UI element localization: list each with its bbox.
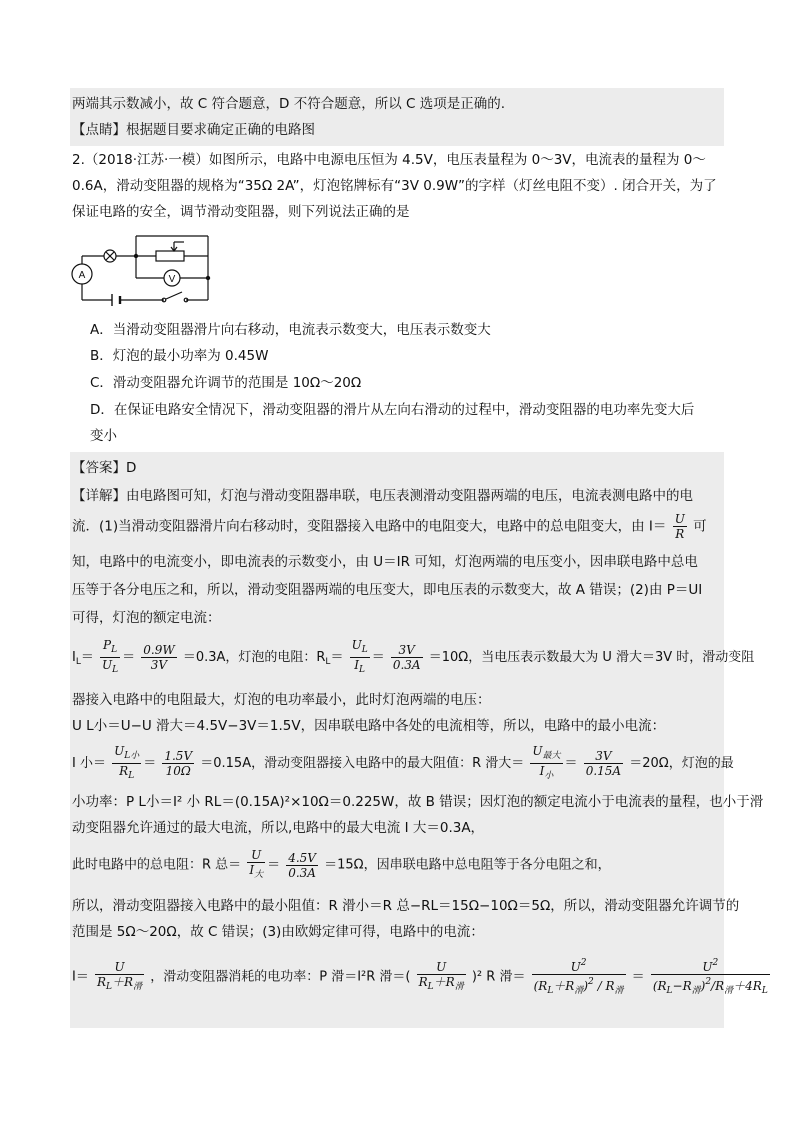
option-a: A．当滑动变阻器滑片向右移动，电流表示数变大，电压表示数变大 xyxy=(90,322,491,338)
rheostat-icon xyxy=(156,251,184,261)
math-line-total-resistance: 此时电路中的总电阻：R 总＝ $\frac{U}{I_大}$ ＝ $\frac{4.5V}{0.3A}$ ＝15Ω，因串联电路中总电阻等于各分电阻之和， xyxy=(72,848,611,880)
detail-line-3: 知，电路中的电流变小，即电流表的示数变小，由 U＝IR 可知，灯泡两端的电压变小，因串联电路中总电 xyxy=(72,554,698,570)
option-d-line-1: D．在保证电路安全情况下，滑动变阻器的滑片从左向右滑动的过程中，滑动变阻器的电功率先变大后 xyxy=(90,402,695,418)
detail-line-14: 范围是 5Ω～20Ω，故 C 错误；(3)由欧姆定律可得，电路中的电流： xyxy=(72,924,484,940)
option-d-line-2: 变小 xyxy=(90,428,117,444)
key-point-line: 【点睛】根据题目要求确定正确的电路图 xyxy=(72,122,315,138)
detail-line-10: 小功率：P L小＝I² 小 RL＝(0.15A)²×10Ω＝0.225W，故 B 错误；因灯泡的额定电流小于电流表的量程，也小于滑 xyxy=(72,794,764,810)
voltmeter-label: V xyxy=(168,274,176,285)
answer-line: 【答案】D xyxy=(72,460,137,476)
detail-line-11: 动变阻器允许通过的最大电流，所以,电路中的最大电流 I 大＝0.3A， xyxy=(72,820,485,836)
detail-line-2: 流．(1)当滑动变阻器滑片向右移动时，变阻器接入电路中的电阻变大，电路中的总电阻变大，由 I＝ $\frac{U}{R}$ 可 xyxy=(72,512,707,541)
question-line-1: 2.（2018·江苏·一模）如图所示，电路中电源电压恒为 4.5V，电压表量程为 0～3V，电流表的量程为 0～ xyxy=(72,152,706,168)
detail-line-1: 【详解】由电路图可知，灯泡与滑动变阻器串联，电压表测滑动变阻器两端的电压，电流表测电路中的电 xyxy=(72,488,693,504)
detail-line-7: 器接入电路中的电阻最大，灯泡的电功率最小，此时灯泡两端的电压： xyxy=(72,692,491,708)
math-line-rated-current: $I_L=$ $\frac{P_L}{U_L}$ ＝ $\frac{0.9W}{3V}$ ＝0.3A，灯泡的电阻：$R_L=$ $\frac{U_L}{I_L}$ ＝ $\frac{3V}{0.3A}$ ＝10Ω，当电压表示数最大为 U 滑大＝3V 时，滑动变阻 xyxy=(72,638,755,675)
circuit-diagram xyxy=(68,232,218,308)
detail-line-8: U L小＝U−U 滑大＝4.5V−3V＝1.5V，因串联电路中各处的电流相等，所以，电路中的最小电流： xyxy=(72,718,666,734)
math-line-min-current: I 小＝ $\frac{U_{L小}}{R_L}$ ＝ $\frac{1.5V}{10\Omega}$ ＝0.15A，滑动变阻器接入电路中的最大阻值：R 滑大＝ $\frac{U_{最大}}{I_小}$ ＝ $\frac{3V}{0.15A}$ ＝20Ω，灯泡的最 xyxy=(72,744,734,781)
question-line-3: 保证电路的安全，调节滑动变阻器，则下列说法正确的是 xyxy=(72,204,410,220)
option-b: B．灯泡的最小功率为 0.45W xyxy=(90,348,269,364)
question-line-2: 0.6A，滑动变阻器的规格为“35Ω 2A”，灯泡铭牌标有“3V 0.9W”的字样（灯丝电阻不变）. 闭合开关，为了 xyxy=(72,178,717,194)
math-line-power: I＝ $\frac{U}{R_L+R_滑}$ ，滑动变阻器消耗的电功率：P 滑＝I²R 滑＝( $\frac{U}{R_L+R_滑}$ )² R 滑＝ $\frac{U^2}{(R_L+R_滑)^2 / R_滑}$ ＝ $\frac{U^2}{(R_L-R_滑)^2/R_滑+4R_L}$ xyxy=(72,958,768,996)
ammeter-label: A xyxy=(78,270,86,281)
detail-line-13: 所以，滑动变阻器接入电路中的最小阻值：R 滑小＝R 总−RL＝15Ω−10Ω＝5Ω，所以，滑动变阻器允许调节的 xyxy=(72,898,740,914)
prev-solution-line: 两端其示数减小，故 C 符合题意，D 不符合题意，所以 C 选项是正确的. xyxy=(72,96,505,112)
detail-line-5: 可得，灯泡的额定电流： xyxy=(72,610,221,626)
fraction-u-over-r: $\frac{U}{R}$ xyxy=(674,512,685,541)
option-c: C．滑动变阻器允许调节的范围是 10Ω～20Ω xyxy=(90,375,362,391)
detail-line-4: 压等于各分电压之和，所以，滑动变阻器两端的电压变大，即电压表的示数变大，故 A 错误；(2)由 P＝UI xyxy=(72,582,703,598)
